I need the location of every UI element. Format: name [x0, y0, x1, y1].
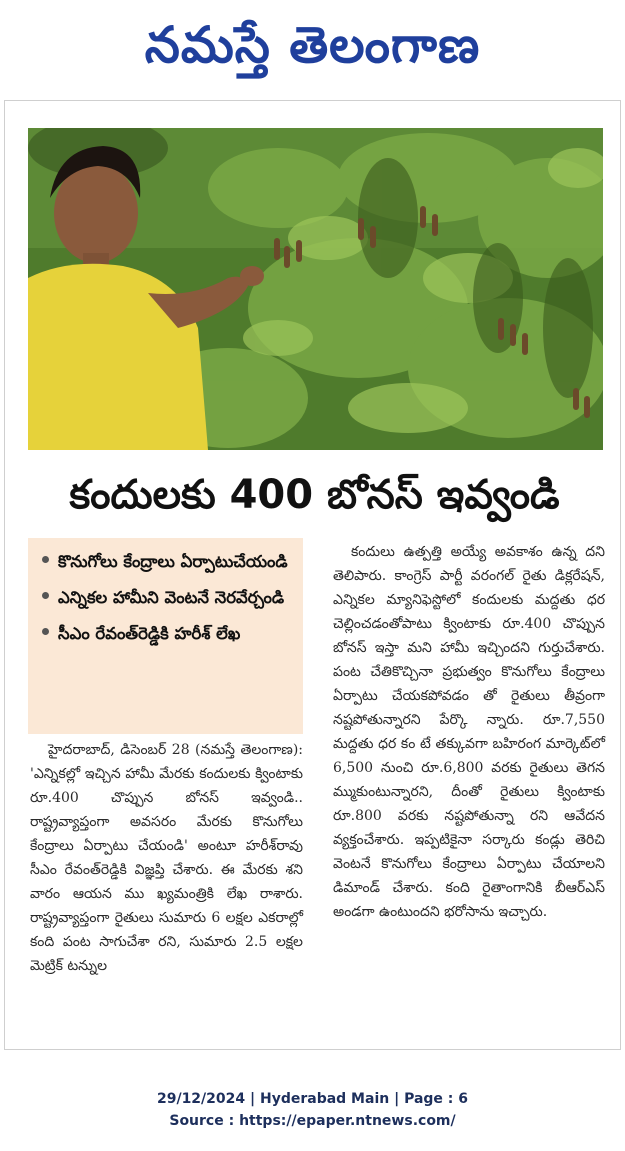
highlights-box: [28, 538, 303, 734]
headline: కందులకు 400 బోనస్ ఇవ్వండి: [69, 472, 560, 518]
highlight-text: సీఎం రేవంత్‌రెడ్డికి హరీశ్ లేఖ: [58, 624, 241, 643]
article-paragraph: కందులు ఉత్పత్తి అయ్యే అవకాశం ఉన్న దని తెలిపారు. కాంగ్రెస్ పార్టీ వరంగల్ రైతు డిక్లరేషన్, ఎన్నికల మ్యానిఫెస్టోలో కందులకు మద్దతు ధర చెల్లించడంతోపాటు క్వింటాకు రూ.400 చొప్పున బోనస్ ఇస్తా మని హామీ ఇచ్చిందని గుర్తుచేశారు. పంట చేతికొచ్చినా ప్రభుత్వం కొనుగోలు కేంద్రాలు ఏర్పాటు చేయకపోవడం తో రైతులు తీవ్రంగా నష్టపోతున్నారని పేర్కొ న్నారు. రూ.7,550 మద్దతు ధర కం టే తక్కువగా బహిరంగ మార్కెట్‌లో 6,500 నుంచి రూ.6,800 వరకు రైతులు తెగన మ్ముకుంటున్నారని, దీంతో రైతులు క్వింటాకు రూ.800 వరకు నష్టపోతున్నా రని ఆవేదన వ్యక్తంచేశారు. ఇప్పటికైనా సర్కారు కండ్లు తెరిచి వెంటనే కొనుగోలు కేంద్రాలు ఏర్పాటు చేయాలని డిమాండ్ చేశారు. కంది రైతాంగానికి బీఆర్‌ఎస్ అండగా ఉంటుందని భరోసాను ఇచ్చారు.: [333, 544, 605, 920]
highlight-text: కొనుగోలు కేంద్రాలు ఏర్పాటుచేయండి: [58, 552, 288, 571]
source-link[interactable]: Source : https://epaper.ntnews.com/: [169, 1113, 456, 1129]
edition-info: 29/12/2024 | Hyderabad Main | Page : 6: [156, 1091, 469, 1107]
highlight-item: [42, 548, 293, 576]
article-body-right-column: [333, 540, 605, 924]
highlight-item: [42, 584, 293, 612]
bullet-icon: [42, 556, 49, 563]
bullet-icon: [42, 628, 49, 635]
masthead: [0, 0, 625, 90]
farmer-pigeon-pea-photo: [28, 128, 603, 450]
newspaper-logo: నమస్తే తెలంగాణ: [144, 16, 481, 74]
page-footer: [0, 1088, 625, 1132]
highlight-text: ఎన్నికల హామీని వెంటనే నెరవేర్చండి: [58, 588, 285, 607]
article-paragraph: హైదరాబాద్, డిసెంబర్ 28 (నమస్తే తెలంగాణ): 'ఎన్నికల్లో ఇచ్చిన హామీ మేరకు కందులకు క్వింటాకు రూ.400 చొప్పున బోనస్ ఇవ్వండి.. రాష్ట్రవ్యాప్తంగా అవసరం మేరకు కొనుగోలు కేంద్రాలు ఏర్పాటు చేయండి' అంటూ హరీశ్‌రావు సీఎం రేవంత్‌రెడ్డికి విజ్ఞప్తి చేశారు. ఈ మేరకు శని వారం ఆయన ము ఖ్యమంత్రికి లేఖ రాశారు. రాష్ట్రవ్యాప్తంగా రైతులు సుమారు 6 లక్షల ఎకరాల్లో కంది పంట సాగుచేశా రని, సుమారు 2.5 లక్షల మెట్రిక్ టన్నుల: [30, 742, 303, 974]
bullet-icon: [42, 592, 49, 599]
article-photo: [28, 128, 603, 450]
highlight-item: [42, 620, 293, 648]
article-body-left-column: [30, 738, 303, 978]
